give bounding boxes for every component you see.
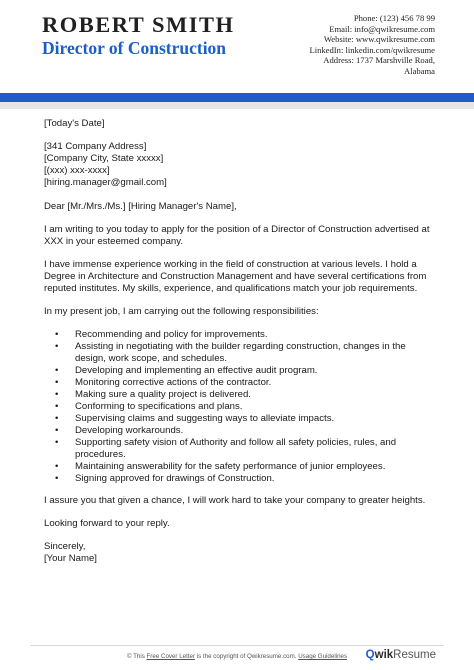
logo-resume: Resume <box>393 649 436 661</box>
contact-phone: Phone: (123) 456 78 99 <box>353 13 435 23</box>
contact-linkedin[interactable]: LinkedIn: linkedin.com/qwikresume <box>309 44 435 55</box>
salutation: Dear [Mr./Mrs./Ms.] [Hiring Manager's Name], <box>44 201 237 212</box>
signature-name: [Your Name] <box>44 553 97 564</box>
paragraph-closing-remark: Looking forward to your reply. <box>44 518 170 529</box>
free-cover-letter-link[interactable]: Free Cover Letter <box>146 653 196 660</box>
applicant-name: ROBERT SMITH <box>42 12 235 37</box>
list-item: • Supervising claims and suggesting ways to alleviate impacts. <box>75 413 438 425</box>
letter-body <box>44 118 438 565</box>
logo-q: Q <box>365 649 375 661</box>
list-item: • Recommending and policy for improvements. <box>75 329 438 341</box>
responsibilities-list <box>44 329 438 485</box>
footer-prefix: © This <box>126 653 147 660</box>
list-item: • Maintaining answerability for the safety performance of junior employees. <box>75 461 438 473</box>
recipient-line: [Company City, State xxxxx] <box>44 153 164 164</box>
usage-guidelines-link[interactable]: Usage Guidelines <box>298 653 348 660</box>
recipient-line: [hiring.manager@gmail.com] <box>44 177 167 188</box>
logo-wik: wik <box>374 649 394 661</box>
footer-divider <box>30 645 444 646</box>
recipient-line: [341 Company Address] <box>44 141 147 152</box>
list-item: • Supporting safety vision of Authority and follow all safety policies, rules, and procedures. <box>75 437 438 461</box>
paragraph-intro: I am writing to you today to apply for the position of a Director of Construction advertised at XXX in your esteemed company. <box>44 224 430 247</box>
list-item: • Making sure a quality project is delivered. <box>75 389 438 401</box>
header-accent-bar <box>0 93 474 102</box>
contact-address-state: Alabama <box>403 65 435 76</box>
contact-block <box>215 13 435 76</box>
paragraph-assurance: I assure you that given a chance, I will work hard to take your company to greater heights. <box>44 495 426 506</box>
list-item: • Conforming to specifications and plans. <box>75 401 438 413</box>
page-footer <box>0 645 474 670</box>
qwikresume-logo <box>366 649 436 661</box>
paragraph-responsibilities-intro: In my present job, I am carrying out the following responsibilities: <box>44 306 319 317</box>
list-item: • Developing workarounds. <box>75 425 438 437</box>
list-item: • Signing approved for drawings of Construction. <box>75 473 438 485</box>
closing: Sincerely, <box>44 541 86 552</box>
contact-address: Address: 1737 Marshville Road, <box>323 55 435 65</box>
letter-date: [Today's Date] <box>44 118 105 129</box>
paragraph-experience: I have immense experience working in the field of construction at various levels. I hold a Degree in Architecture and Construction Management and have several certifications from reputed institutes. My skills, experience, and qualifications match your job requirements. <box>44 259 427 294</box>
recipient-address-block <box>44 141 438 189</box>
list-item: • Monitoring corrective actions of the contractor. <box>75 377 438 389</box>
contact-website[interactable]: Website: www.qwikresume.com <box>323 34 435 44</box>
footer-middle: is the copyright of Qwikresume.com. <box>195 653 299 660</box>
list-item: • Assisting in negotiating with the builder regarding construction, changes in the design, work scope, and schedules. <box>75 341 438 365</box>
list-item: • Developing and implementing an effective audit program. <box>75 365 438 377</box>
letter-header <box>0 0 474 92</box>
contact-email[interactable]: Email: info@qwikresume.com <box>329 23 435 34</box>
recipient-line: [(xxx) xxx-xxxx] <box>44 165 110 176</box>
header-gray-band <box>0 102 474 109</box>
applicant-title: Director of Construction <box>42 38 227 58</box>
